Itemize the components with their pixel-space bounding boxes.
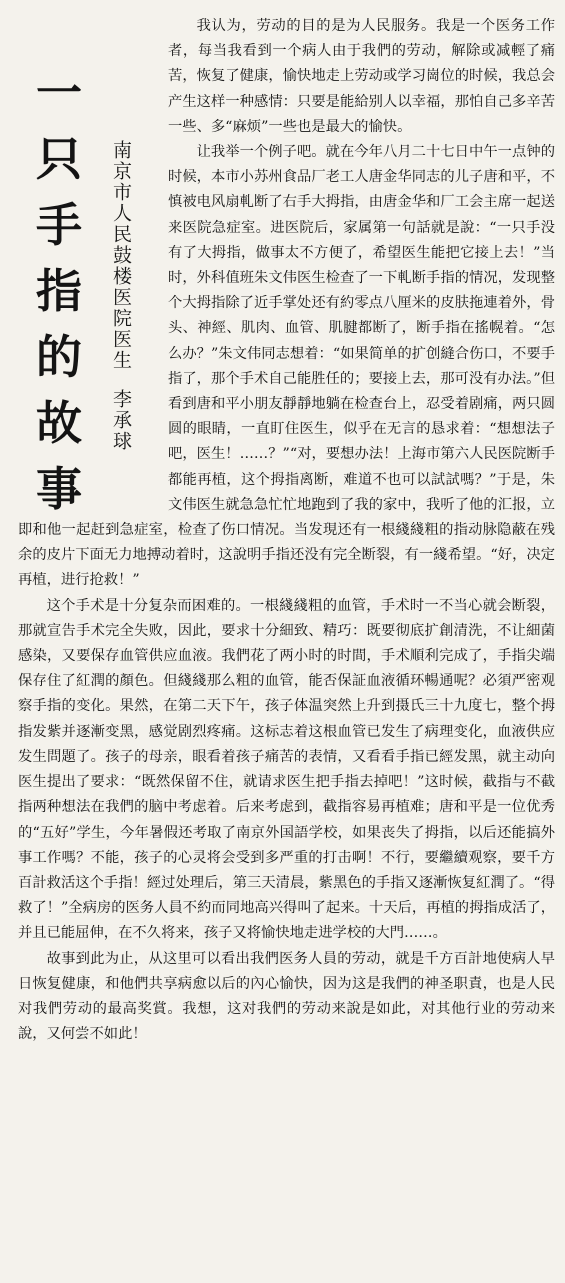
title-char: 只: [36, 132, 82, 186]
title-area-spacer: [18, 14, 168, 518]
title-char: 手: [36, 198, 82, 252]
article-body: [18, 14, 555, 1047]
paragraph: 故事到此为止，从这里可以看出我們医务人員的劳动，就是千方百計地使病人早日恢复健康，和他們共享病愈以后的內心愉快，因为这是我們的神圣职責，也是人民对我們劳动的最高奖賞。我想，这对我們的劳动来說是如此，对其他行业的劳动来說，又何尝不如此！: [18, 950, 555, 1043]
title-char: 事: [36, 462, 82, 516]
title-char: 故: [36, 396, 82, 450]
title-char: 一: [36, 66, 82, 120]
paragraph: 这个手术是十分复杂而困难的。一根綫綫粗的血管，手术时一不当心就会断裂，那就宣告手术完全失败，因此，要求十分細致、精巧：既要彻底扩創清洗，不让細菌感染，又要保存血管供应血液。我們花了两小时的时間，手术順利完成了，手指尖端保存住了紅潤的顏色。但綫綫那么粗的血管，能否保証血液循环暢通呢？必須严密观察手指的变化。果然，在第二天下午，孩子体温突然上升到摄氏三十九度七，整个拇指发紫并逐漸变黑，感觉剧烈疼痛。这标志着这根血管已发生了病理变化，血液供应发生問題了。孩子的母亲，眼看着孩子痛苦的表情，又看看手指已經发黑，就主动向医生提出了要求：“既然保留不住，就请求医生把手指去掉吧！”这时候，截指与不截指两种想法在我們的脑中考虑着。后来考虑到，截指容易再植难；唐和平是一位优秀的“五好”学生，今年暑假还考取了南京外国語学校，如果丧失了拇指，以后还能搞外事工作嗎？不能，孩子的心灵将会受到多严重的打击啊！不行，要繼續观察，要千方百計救活这个手指！經过处理后，第三天清晨，紫黑色的手指又逐漸恢复紅潤了。“得救了！”全病房的医务人員不約而同地高兴得叫了起来。十天后，再植的拇指成活了，并且已能屈伸，在不久将来，孩子又将愉快地走进学校的大門……。: [18, 597, 555, 942]
title-char: 的: [36, 330, 82, 384]
paragraph: 我认为，劳动的目的是为人民服务。我是一个医务工作者，每当我看到一个病人由于我們的劳动，解除或减輕了痛苦，恢复了健康，愉快地走上劳动或学习崗位的时候，我总会产生这样一种感情：只要是能給别人以幸福，那怕自己多辛苦一些、多“麻烦”一些也是最大的愉快。: [168, 18, 555, 135]
byline-author: 李承球: [110, 389, 132, 452]
byline-affiliation: 南京市人民鼓楼医院医生: [110, 140, 132, 371]
paragraph: 让我举一个例子吧。就在今年八月二十七日中午一点钟的时候，本市小苏州食品厂老工人唐金华同志的儿子唐和平，不慎被电风扇軋断了右手大拇指，由唐金华和厂工会主席一起送来医院急症室。进医院后，家属第一句話就是說：“一只手没有了大拇指，做事太不方便了，希望医生能把它接上去！”当时，外科值班朱文伟医生检查了一下軋断手指的情况，发现整个大拇指除了近手掌处还有約零点八厘米的皮肤拖連着外，骨头、神經、肌肉、血管、肌腱都断了，断手指在搖幌着。“怎么办？”朱文伟同志想着：“如果简单的扩创縫合伤口，不要手指了，那个手术自己能胜任的；要接上去，那可没有办法。”但看到唐和平小朋友靜靜地躺在检查台上，忍受着剧痛，两只圆圆的眼睛，一直盯住医生，似乎在无言的恳求着：“想想法子吧，医生！……？”“对，要想办法！上海市第六人民医院断手都能再植，这个拇指离断，难道不也可以試試嗎？”于是，朱文伟医生就急急忙忙地跑到了我的家中，我听了他的汇报，立即和他一起赶到急症室，检查了伤口情况。当发現还有一根綫綫粗的指动脉隐蔽在残余的皮片下面无力地搏动着时，这說明手指还没有完全断裂，有一綫希望。“好，决定再植，进行抢救！”: [18, 144, 555, 589]
title-char: 指: [36, 264, 82, 318]
